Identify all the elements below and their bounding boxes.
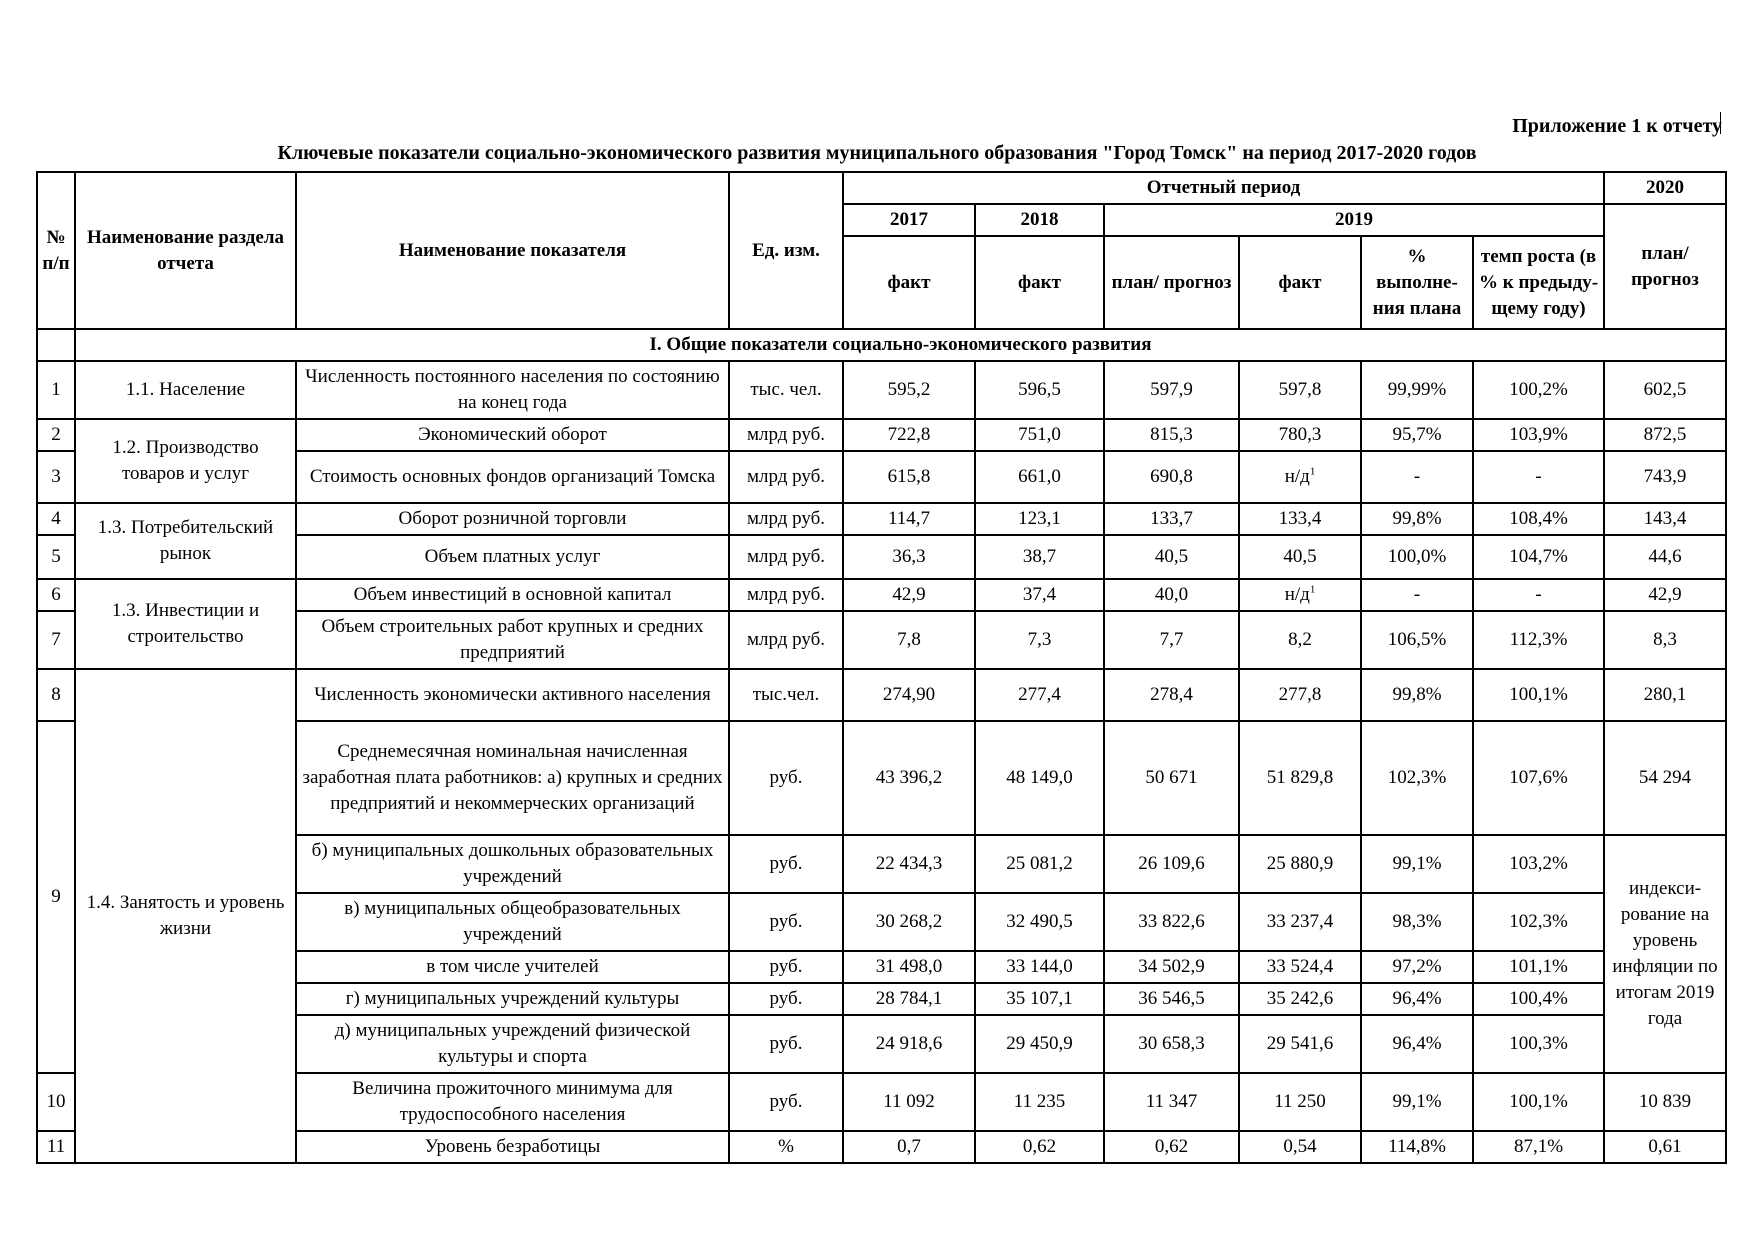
fact-2019: 780,3 xyxy=(1239,419,1361,451)
indicator-name: д) муниципальных учреждений физической культуры и спорта xyxy=(296,1015,729,1073)
plan-2020: 8,3 xyxy=(1604,611,1726,669)
growth-rate: 87,1% xyxy=(1473,1131,1604,1163)
indicator-name: в) муниципальных общеобразовательных учреждений xyxy=(296,893,729,951)
value-2017: 274,90 xyxy=(843,669,975,721)
annex-label: Приложение 1 к отчету xyxy=(1512,115,1722,137)
fact-2019: 277,8 xyxy=(1239,669,1361,721)
value-2017: 7,8 xyxy=(843,611,975,669)
plan-2019: 597,9 xyxy=(1104,361,1239,419)
plan-2020: 10 839 xyxy=(1604,1073,1726,1131)
unit: % xyxy=(729,1131,843,1163)
header-pct-plan: % выполне-ния плана xyxy=(1361,236,1473,329)
unit: руб. xyxy=(729,983,843,1015)
growth-rate: 108,4% xyxy=(1473,503,1604,535)
fact-2019: 29 541,6 xyxy=(1239,1015,1361,1073)
row-number: 10 xyxy=(37,1073,75,1131)
indicator-name: Численность постоянного населения по состоянию на конец года xyxy=(296,361,729,419)
pct-plan: - xyxy=(1361,451,1473,503)
fact-2019: 25 880,9 xyxy=(1239,835,1361,893)
section-name: 1.1. Население xyxy=(75,361,296,419)
table-row xyxy=(37,503,1726,535)
header-2020: 2020 xyxy=(1604,172,1726,204)
value-2017: 42,9 xyxy=(843,579,975,611)
fact-2019: 33 524,4 xyxy=(1239,951,1361,983)
plan-2019: 33 822,6 xyxy=(1104,893,1239,951)
value-2018: 751,0 xyxy=(975,419,1104,451)
value-2018: 29 450,9 xyxy=(975,1015,1104,1073)
header-row-1 xyxy=(37,172,1726,204)
row-number: 8 xyxy=(37,669,75,721)
value-2018: 33 144,0 xyxy=(975,951,1104,983)
value-2017: 30 268,2 xyxy=(843,893,975,951)
fact-2019 xyxy=(1239,579,1361,611)
growth-rate: 100,1% xyxy=(1473,1073,1604,1131)
fact-2019: 597,8 xyxy=(1239,361,1361,419)
table-row xyxy=(37,419,1726,451)
row-number: 6 xyxy=(37,579,75,611)
unit: млрд руб. xyxy=(729,579,843,611)
value-2018: 0,62 xyxy=(975,1131,1104,1163)
indicator-name: г) муниципальных учреждений культуры xyxy=(296,983,729,1015)
growth-rate: 100,3% xyxy=(1473,1015,1604,1073)
value-2018: 25 081,2 xyxy=(975,835,1104,893)
section-name: 1.4. Занятость и уровень жизни xyxy=(75,669,296,1163)
plan-2020: 44,6 xyxy=(1604,535,1726,579)
document-title: Ключевые показатели социально-экономического развития муниципального образования "Город Томск" на период 2017-2020 годов xyxy=(277,142,1477,164)
value-2017: 24 918,6 xyxy=(843,1015,975,1073)
growth-rate: 112,3% xyxy=(1473,611,1604,669)
header-unit: Ед. изм. xyxy=(729,172,843,329)
section-title: I. Общие показатели социально-экономического развития xyxy=(75,329,1726,361)
header-period: Отчетный период xyxy=(843,172,1604,204)
growth-rate: - xyxy=(1473,451,1604,503)
growth-rate: 107,6% xyxy=(1473,721,1604,835)
fact-2019: 0,54 xyxy=(1239,1131,1361,1163)
plan-2020: 143,4 xyxy=(1604,503,1726,535)
indicator-name: Уровень безработицы xyxy=(296,1131,729,1163)
fact-2019: 33 237,4 xyxy=(1239,893,1361,951)
plan-2020: 42,9 xyxy=(1604,579,1726,611)
value-2017: 0,7 xyxy=(843,1131,975,1163)
fact-2019: 11 250 xyxy=(1239,1073,1361,1131)
fact-2019: 40,5 xyxy=(1239,535,1361,579)
plan-2019: 11 347 xyxy=(1104,1073,1239,1131)
plan-2020: 54 294 xyxy=(1604,721,1726,835)
pct-plan: 100,0% xyxy=(1361,535,1473,579)
value-2017: 722,8 xyxy=(843,419,975,451)
indicator-name: Стоимость основных фондов организаций Томска xyxy=(296,451,729,503)
value-2017: 615,8 xyxy=(843,451,975,503)
value-2017: 31 498,0 xyxy=(843,951,975,983)
fact-2019: 51 829,8 xyxy=(1239,721,1361,835)
value-2017: 36,3 xyxy=(843,535,975,579)
growth-rate: 100,1% xyxy=(1473,669,1604,721)
row-number: 1 xyxy=(37,361,75,419)
footnote-mark: 1 xyxy=(1309,465,1316,478)
row-number: 5 xyxy=(37,535,75,579)
plan-2019: 30 658,3 xyxy=(1104,1015,1239,1073)
unit: руб. xyxy=(729,893,843,951)
header-growth: темп роста (в % к предыду-щему году) xyxy=(1473,236,1604,329)
value-2017: 22 434,3 xyxy=(843,835,975,893)
plan-2019: 40,0 xyxy=(1104,579,1239,611)
plan-2019: 34 502,9 xyxy=(1104,951,1239,983)
row-number: 3 xyxy=(37,451,75,503)
indicator-name: Величина прожиточного минимума для трудоспособного населения xyxy=(296,1073,729,1131)
pct-plan: - xyxy=(1361,579,1473,611)
pct-plan: 96,4% xyxy=(1361,983,1473,1015)
table-row xyxy=(37,361,1726,419)
growth-rate: 103,2% xyxy=(1473,835,1604,893)
fact-2019-text: н/д xyxy=(1284,466,1310,487)
value-2018: 48 149,0 xyxy=(975,721,1104,835)
header-2018-fact: факт xyxy=(975,236,1104,329)
unit: руб. xyxy=(729,835,843,893)
value-2017: 43 396,2 xyxy=(843,721,975,835)
value-2017: 595,2 xyxy=(843,361,975,419)
section-name: 1.3. Инвестиции и строительство xyxy=(75,579,296,669)
unit: тыс. чел. xyxy=(729,361,843,419)
growth-rate: 100,2% xyxy=(1473,361,1604,419)
unit: млрд руб. xyxy=(729,451,843,503)
fact-2019-text: н/д xyxy=(1284,584,1310,605)
pct-plan: 99,8% xyxy=(1361,503,1473,535)
plan-2020: 0,61 xyxy=(1604,1131,1726,1163)
section-row xyxy=(37,329,1726,361)
row-number: 2 xyxy=(37,419,75,451)
header-2019-fact: факт xyxy=(1239,236,1361,329)
plan-2020: 872,5 xyxy=(1604,419,1726,451)
header-2019-plan: план/ прогноз xyxy=(1104,236,1239,329)
header-num: № п/п xyxy=(37,172,75,329)
indicator-name: Численность экономически активного населения xyxy=(296,669,729,721)
fact-2019: 133,4 xyxy=(1239,503,1361,535)
plan-2020: 743,9 xyxy=(1604,451,1726,503)
indicator-name: Среднемесячная номинальная начисленная заработная плата работников: а) крупных и средних предприятий и некоммерческих организаций xyxy=(296,721,729,835)
value-2018: 277,4 xyxy=(975,669,1104,721)
section-name: 1.3. Потребительский рынок xyxy=(75,503,296,579)
header-indicator: Наименование показателя xyxy=(296,172,729,329)
table-row xyxy=(37,579,1726,611)
unit: руб. xyxy=(729,1073,843,1131)
footnote-mark: 1 xyxy=(1309,583,1316,596)
value-2018: 35 107,1 xyxy=(975,983,1104,1015)
fact-2019 xyxy=(1239,451,1361,503)
fact-2019: 35 242,6 xyxy=(1239,983,1361,1015)
pct-plan: 95,7% xyxy=(1361,419,1473,451)
table-row xyxy=(37,669,1726,721)
value-2018: 32 490,5 xyxy=(975,893,1104,951)
value-2017: 114,7 xyxy=(843,503,975,535)
unit: руб. xyxy=(729,721,843,835)
annex-border xyxy=(1720,112,1721,134)
section-name: 1.2. Производство товаров и услуг xyxy=(75,419,296,503)
plan-2019: 0,62 xyxy=(1104,1131,1239,1163)
growth-rate: 102,3% xyxy=(1473,893,1604,951)
plan-2019: 26 109,6 xyxy=(1104,835,1239,893)
growth-rate: 104,7% xyxy=(1473,535,1604,579)
indicator-name: Объем инвестиций в основной капитал xyxy=(296,579,729,611)
row-number: 11 xyxy=(37,1131,75,1163)
indicator-name: Оборот розничной торговли xyxy=(296,503,729,535)
header-2019: 2019 xyxy=(1104,204,1604,236)
value-2018: 11 235 xyxy=(975,1073,1104,1131)
indexation-note: индекси-рование на уровень инфляции по итогам 2019 года xyxy=(1604,835,1726,1073)
unit: млрд руб. xyxy=(729,503,843,535)
plan-2019: 278,4 xyxy=(1104,669,1239,721)
unit: млрд руб. xyxy=(729,611,843,669)
plan-2020: 602,5 xyxy=(1604,361,1726,419)
plan-2019: 690,8 xyxy=(1104,451,1239,503)
pct-plan: 106,5% xyxy=(1361,611,1473,669)
growth-rate: 103,9% xyxy=(1473,419,1604,451)
fact-2019: 8,2 xyxy=(1239,611,1361,669)
plan-2019: 133,7 xyxy=(1104,503,1239,535)
plan-2019: 40,5 xyxy=(1104,535,1239,579)
header-2017-fact: факт xyxy=(843,236,975,329)
pct-plan: 99,1% xyxy=(1361,1073,1473,1131)
unit: тыс.чел. xyxy=(729,669,843,721)
growth-rate: 100,4% xyxy=(1473,983,1604,1015)
row-number: 9 xyxy=(37,721,75,1073)
value-2018: 661,0 xyxy=(975,451,1104,503)
plan-2019: 815,3 xyxy=(1104,419,1239,451)
header-2017: 2017 xyxy=(843,204,975,236)
row-number: 7 xyxy=(37,611,75,669)
plan-2019: 36 546,5 xyxy=(1104,983,1239,1015)
pct-plan: 96,4% xyxy=(1361,1015,1473,1073)
plan-2019: 50 671 xyxy=(1104,721,1239,835)
pct-plan: 99,8% xyxy=(1361,669,1473,721)
value-2018: 38,7 xyxy=(975,535,1104,579)
row-number: 4 xyxy=(37,503,75,535)
growth-rate: 101,1% xyxy=(1473,951,1604,983)
value-2018: 123,1 xyxy=(975,503,1104,535)
value-2018: 7,3 xyxy=(975,611,1104,669)
plan-2020: 280,1 xyxy=(1604,669,1726,721)
unit: млрд руб. xyxy=(729,419,843,451)
indicator-name: б) муниципальных дошкольных образовательных учреждений xyxy=(296,835,729,893)
header-section: Наименование раздела отчета xyxy=(75,172,296,329)
indicator-name: Объем строительных работ крупных и средних предприятий xyxy=(296,611,729,669)
indicators-table xyxy=(36,171,1727,1164)
indicator-name: Экономический оборот xyxy=(296,419,729,451)
unit: млрд руб. xyxy=(729,535,843,579)
plan-2019: 7,7 xyxy=(1104,611,1239,669)
growth-rate: - xyxy=(1473,579,1604,611)
value-2017: 11 092 xyxy=(843,1073,975,1131)
value-2017: 28 784,1 xyxy=(843,983,975,1015)
pct-plan: 114,8% xyxy=(1361,1131,1473,1163)
pct-plan: 99,1% xyxy=(1361,835,1473,893)
pct-plan: 97,2% xyxy=(1361,951,1473,983)
unit: руб. xyxy=(729,1015,843,1073)
pct-plan: 98,3% xyxy=(1361,893,1473,951)
indicator-name: в том числе учителей xyxy=(296,951,729,983)
value-2018: 596,5 xyxy=(975,361,1104,419)
pct-plan: 99,99% xyxy=(1361,361,1473,419)
header-2020-plan: план/ прогноз xyxy=(1604,204,1726,329)
unit: руб. xyxy=(729,951,843,983)
header-2018: 2018 xyxy=(975,204,1104,236)
pct-plan: 102,3% xyxy=(1361,721,1473,835)
value-2018: 37,4 xyxy=(975,579,1104,611)
indicator-name: Объем платных услуг xyxy=(296,535,729,579)
